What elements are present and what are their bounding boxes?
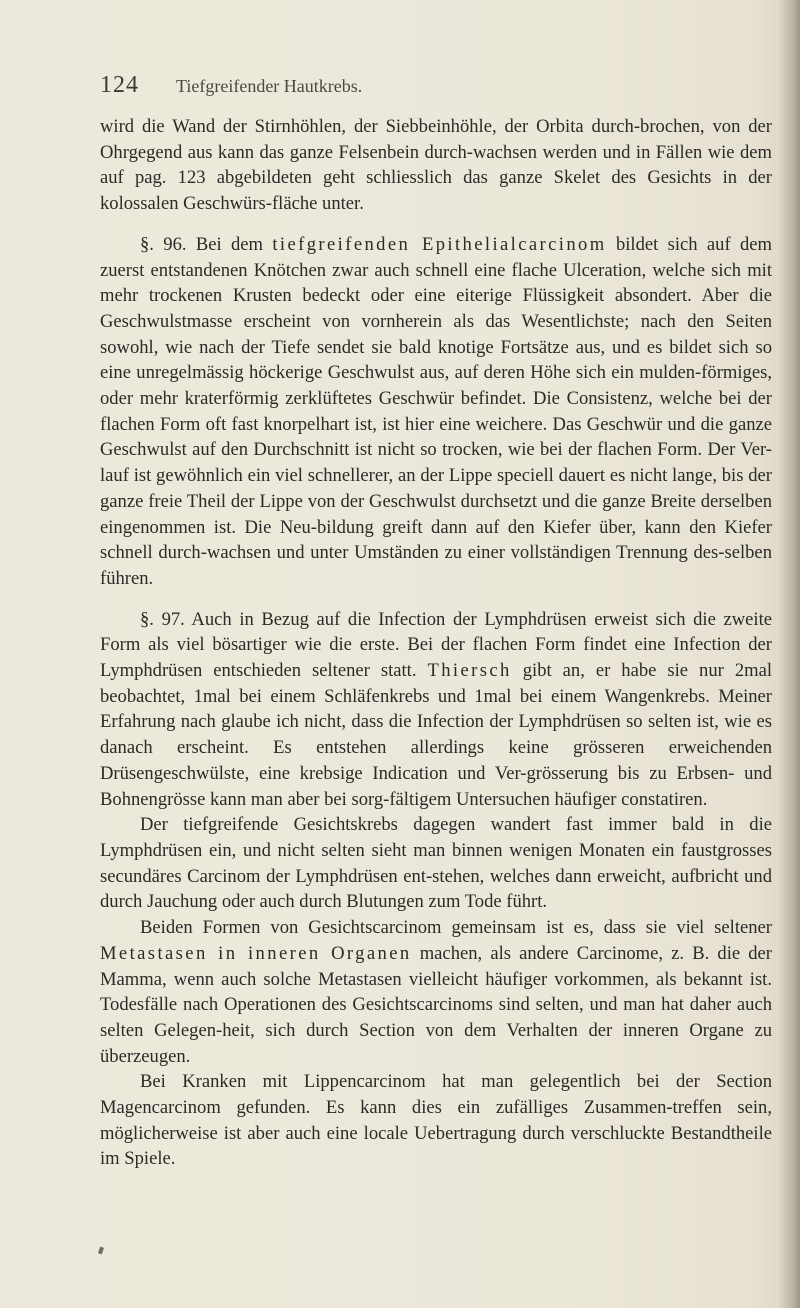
running-title: Tiefgreifender Hautkrebs. <box>176 76 363 96</box>
paragraph-1: wird die Wand der Stirnhöhlen, der Siebbeinhöhle, der Orbita durch-brochen, von der Ohrgegend aus kann das ganze Felsenbein durch-wachsen werden und in Fällen wie dem auf pag. 123 abgebildeten geht schliesslich das ganze Skelet des Gesichts in der kolossalen Geschwürs-fläche unter. <box>100 116 772 215</box>
body-text <box>100 114 772 1172</box>
print-speck <box>98 1247 104 1255</box>
section-96-lead: §. 96. Bei dem <box>140 233 273 255</box>
section-97-text: gibt an, er habe sie nur 2mal beobachtet, 1mal bei einem Schläfenkrebs und 1mal bei einem Wangenkrebs. Meiner Erfahrung nach glaube ich nicht, dass die Infection der Lymphdrüsen so selten ist, wie es danach erscheint. Es entstehen allerdings keine grösseren erweichenden Drüsengeschwülste, eine krebsige Indication und Ver-grösserung bis zu Erbsen- und Bohnengrösse kann man aber bei sorg-fältigem Untersuchen häufiger constatiren. <box>100 660 772 810</box>
author-thiersch: Thiersch <box>427 660 512 682</box>
paragraph-section-97 <box>100 607 772 813</box>
term-metastasen: Metastasen in inneren Organen <box>100 942 412 964</box>
term-tiefgreifendes-epithelialcarcinom: tiefgreifenden Epithelialcarcinom <box>272 233 607 255</box>
page-number: 124 <box>100 72 139 98</box>
page-edge-shadow <box>778 0 800 1308</box>
section-96-text: bildet sich auf dem zuerst entstandenen Knötchen zwar auch schnell eine flache Ulceration, welche sich mit mehr trockenen Krusten bedeckt oder eine eiterige Flüssigkeit absondert. Aber die Geschwulstmasse erscheint von vornherein als das Wesentlichste; nach den Seiten sowohl, wie nach der Tiefe sendet sie bald knotige Fortsätze aus, und es bildet sich so eine unregelmässig höckerige Geschwulst aus, auf deren Höhe sich ein mulden-förmiges, oder mehr kraterförmig zerklüftetes Geschwür befindet. Die Consistenz, welche bei der flachen Form oft fast knorpelhart ist, ist hier eine weichere. Das Geschwür und die ganze Geschwulst auf den Durchschnitt ist nicht so trocken, wie bei der flachen Form. Der Ver-lauf ist gewöhnlich ein viel schnellerer, an der Lippe speciell dauert es nicht lange, bis der ganze freie Theil der Lippe von der Geschwulst durchsetzt und die ganze Breite derselben eingenommen ist. Die Neu-bildung greift dann auf den Kiefer über, kann den Kiefer schnell durch-wachsen und unter Umständen zu einer vollständigen Trennung des-selben führen. <box>100 233 772 589</box>
paragraph-section-96 <box>100 232 772 592</box>
metastasen-lead: Beiden Formen von Gesichtscarcinom gemeinsam ist es, dass sie viel seltener <box>140 917 772 939</box>
paragraph-lymphdruesen: Der tiefgreifende Gesichtskrebs dagegen wandert fast immer bald in die Lymphdrüsen ein, und nicht selten sieht man binnen wenigen Monaten ein faustgrosses secundäres Carcinom der Lymphdrüsen ent-stehen, welches dann erweicht, aufbricht und durch Jauchung oder auch durch Blutungen zum Tode führt. <box>100 814 772 913</box>
page-header <box>100 72 760 102</box>
metastasen-text: machen, als andere Carcinome, z. B. die der Mamma, wenn auch solche Metastasen vielleicht häufiger vorkommen, als bekannt ist. Todesfälle nach Operationen des Gesichtscarcinoms sind selten, und man hat daher auch selten Gelegen-heit, sich durch Section von dem Verhalten der inneren Organe zu überzeugen. <box>100 942 773 1067</box>
paragraph-lippencarcinom: Bei Kranken mit Lippencarcinom hat man gelegentlich bei der Section Magencarcinom gefunden. Es kann dies ein zufälliges Zusammen-treffen sein, möglicherweise ist aber auch eine locale Uebertragung durch verschluckte Bestandtheile im Spiele. <box>100 1071 772 1170</box>
paragraph-metastasen <box>100 915 772 1069</box>
section-97-lead: §. 97. Auch in Bezug auf die Infection der Lymphdrüsen erweist sich die zweite Form als viel bösartiger wie die erste. Bei der flachen Form findet eine Infection der Lymphdrüsen entschieden seltener statt. <box>100 608 772 682</box>
